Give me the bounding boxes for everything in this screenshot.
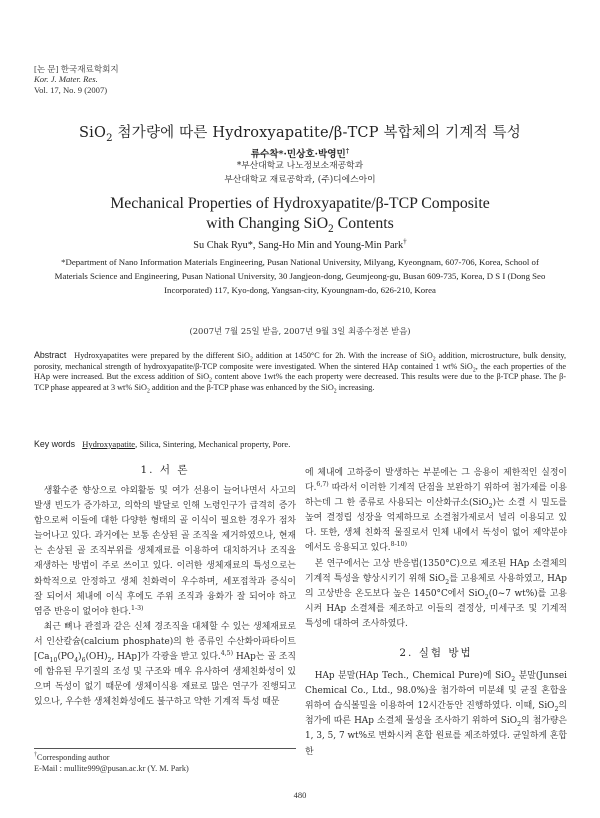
section-methods-heading: 2. 실험 방법 (399, 647, 473, 660)
abstract-label: Abstract (34, 350, 67, 360)
title-korean: SiO$_2$ 첨가량에 따른 Hydroxyapatite/β-TCP 복합체의 기계적 특성 (79, 125, 521, 144)
page-number: 480 (293, 790, 307, 800)
intro-paragraph-1: 생활수준 향상으로 야외활동 및 여가 선용이 늘어나면서 사고의 발생 빈도가 증가하고, 의학의 발달로 인해 노령인구가 급격히 증가함으로써 이들에 대한 다양한 형태의 골 이식이 필요한 경우가 점차 늘어나고 있다. 과거에는 보통 손상된 골 조직을 제거하였으나, 현재는 손상된 골 조직부위를 생체재료를 이용하여 대치하거나 조직을 재생하는 방법이 주로 쓰이고 있다. 이러한 생체재료의 특성으로는 화학적으로 안정하고 생체 친화력이 우수하며, 세포접착과 증식이 잘 되어서 체내에 이식 후에도 주위 조직과 융화가 잘 되어야 하고 염증 반응이 없어야 한다.$^{1-3)}$ (34, 486, 296, 617)
authors-korean: 류수착*·민상호·박영민† (250, 146, 350, 160)
journal-header (34, 64, 119, 95)
affiliation-ko-2: 부산대학교 재료공학과, (주)디에스아이 (224, 174, 376, 185)
keywords-label: Key words (34, 439, 76, 449)
keywords: Key words Hydroxyapatite, Silica, Sintering, Mechanical property, Pore. (34, 439, 291, 449)
corresponding-author: †Corresponding author (34, 752, 110, 762)
affiliation-ko-1: *부산대학교 나노정보소재공학과 (236, 161, 364, 171)
footnote (34, 748, 296, 774)
section-introduction-heading: 1. 서 론 (140, 464, 190, 476)
left-column (34, 462, 296, 710)
affiliations-korean (0, 160, 600, 187)
intro-paragraph-3: 본 연구에서는 고상 반응법(1350°C)으로 제조된 HAp 소결체의 기계적 특성을 향상시키기 위해 SiO$_2$를 고용체로 사용하였고, HAp의 고상반응 온도보다 높은 1450°C에서 SiO$_2$(0~7 wt%)를 고용시켜 HAp 소결체를 제조하고 이들의 결정상, 미세구조 및 기계적 특성에 대하여 조사하였다. (305, 558, 567, 629)
title-english: Mechanical Properties of Hydroxyapatite/β-TCP Composite with Changing SiO$_2$ Contents (110, 195, 490, 236)
received-dates: (2007년 7월 25일 받음, 2007년 9월 3일 최종수정본 받음) (189, 326, 411, 336)
volume-info: Vol. 17, No. 9 (2007) (34, 84, 108, 95)
methods-paragraph-1: HAp 분말(HAp Tech., Chemical Pure)에 SiO$_2$ 분말(Junsei Chemical Co., Ltd., 98.0%)을 첨가하여 미분쇄 및 균질 혼합을 위하여 습식볼밀을 이용하여 12시간동안 진행하였다. 이때, SiO$_2$의 첨가에 따른 HAp 소결체 물성을 조사하기 위하여 SiO$_2$의 첨가량은 1, 3, 5, 7 wt%로 변화시켜 혼합 원료를 제조하였다. 균일하게 혼합한 (305, 671, 567, 757)
keyword-hydroxyapatite: Hydroxyapatite (82, 439, 136, 449)
intro-paragraph-2: 최근 뼈나 관절과 같은 신체 경조직을 대체할 수 있는 생체재료로서 인산칼슘(calcium phosphate)의 한 종류인 수산화아파타이트[$Ca_{10}(PO_4)_6(OH)_2$, HAp]가 각광을 받고 있다.$^{4,5)}$ HAp는 골 조직에 함유된 무기질의 조성 및 구조와 매우 유사하여 생체친화성이 있으며 독성이 없기 때문에 생체이식용 재료로 많은 연구가 진행되고 있으나, 우수한 생체친화성에도 불구하고 약한 기계적 특성 때문 (34, 621, 296, 708)
journal-name: Kor. J. Mater. Res. (34, 74, 98, 85)
affiliation-english: *Department of Nano Information Materials Engineering, Pusan National University, Milyang, Kyeongnam, 607-706, Korea, School of Materials Science and Engineering, Pusan National University, 30 Jangjeon-dong, Geumjeong-gu, Busan 609-735, Korea, D S I (Dong Seo Incorporated) 117, Kyo-dong, Yangsan-city, Kyoungnam-do, 626-210, Korea (54, 257, 546, 295)
intro-paragraph-continued: 에 체내에 고하중이 발생하는 부분에는 그 응용이 제한적인 실정이다.$^{6,7)}$ 따라서 이러한 기계적 단점을 보완하기 위하여 첨가제를 이용하는데 그 한 종류로 사용되는 이산화규소(SiO$_2$)는 소결 시 밀도를 높여 결정립 성장을 억제하므로 소결첨가제로서 널리 이용되고 있다. 또한, 생체 친화적 물질로서 인체 내에서 독성이 없어 제약분야에서도 응용되고 있다.$^{8-10)}$ (305, 468, 567, 554)
right-column (305, 466, 567, 760)
abstract: Abstract Hydroxyapatites were prepared by the different SiO$_2$ addition at 1450°C for 2h. With the increase of SiO$_2$ addition, microstructure, bulk density, porosity, mechanical strength of hydroxyapatite/β-TCP composite were investigated. When the sintered HAp contained 1 wt% SiO$_2$, the each properties of the HAp were increased. But the excess addition of SiO$_2$ content above 1wt% the each property were decreased. This results were due to the β-TCP phase. The β-TCP phase appeared at 3 wt% SiO$_2$ addition and the β-TCP phase was enhanced by the SiO$_2$ increasing. (34, 350, 567, 395)
paper-type-label: [논 문] 한국재료학회지 (34, 64, 119, 74)
author-email: E-Mail : mullite999@pusan.ac.kr (Y. M. Park) (34, 764, 189, 773)
authors-english: Su Chak Ryu*, Sang-Ho Min and Young-Min Park† (193, 237, 407, 251)
